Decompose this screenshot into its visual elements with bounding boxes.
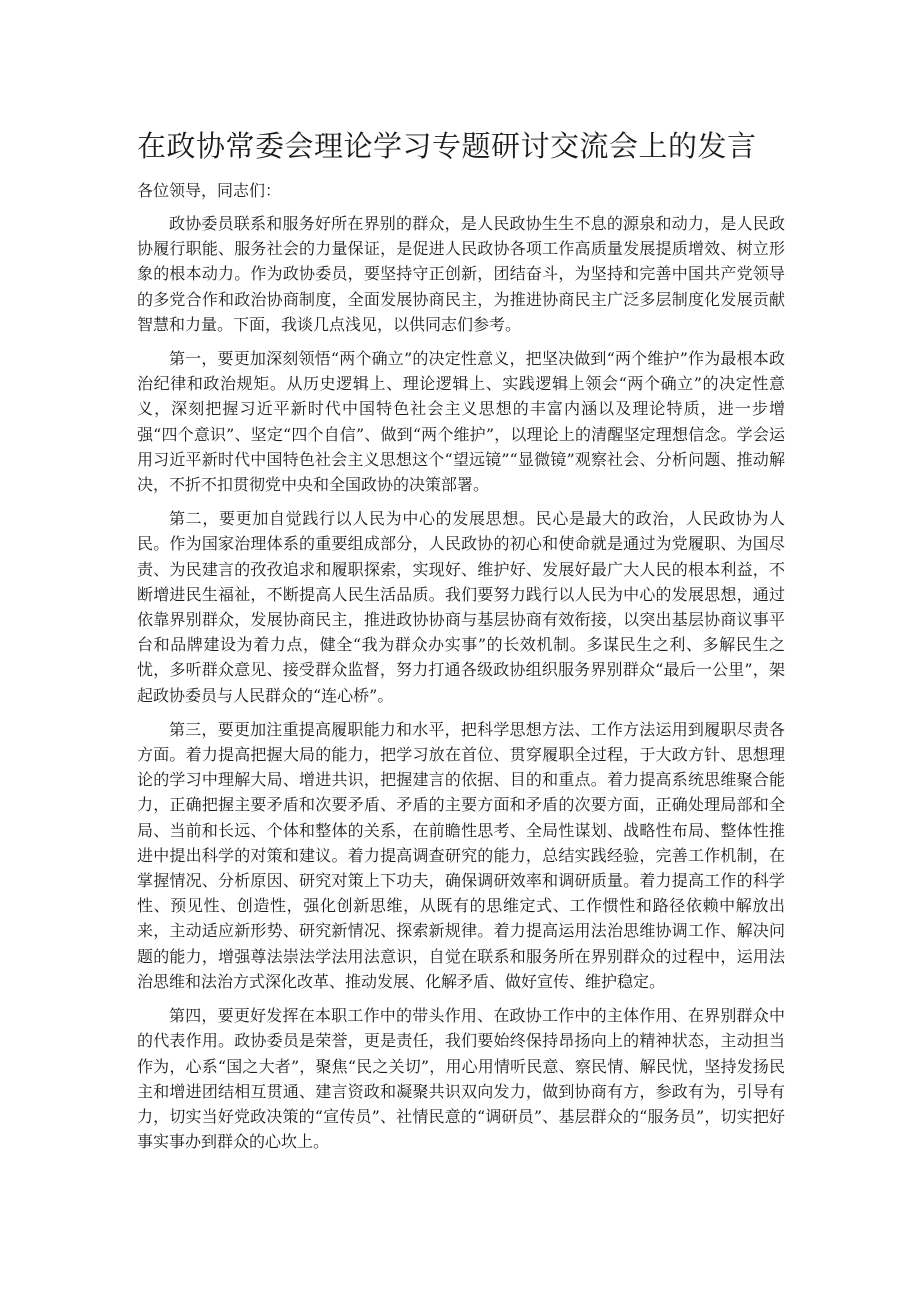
paragraph-first-point: 第一，要更加深刻领悟“两个确立”的决定性意义，把坚决做到“两个维护”作为最根本政治纪律和政治规矩。从历史逻辑上、理论逻辑上、实践逻辑上领会“两个确立”的决定性意义，深刻把握习近平新时代中国特色社会主义思想的丰富内涵以及理论特质，进一步增强“四个意识”、坚定“四个自信”、做到“两个维护”，以理论上的清醒坚定理想信念。学会运用习近平新时代中国特色社会主义思想这个“望远镜”“显微镜”观察社会、分析问题、推动解决，不折不扣贯彻党中央和全国政协的决策部署。 <box>137 349 785 495</box>
paragraph-intro: 政协委员联系和服务好所在界别的群众，是人民政协生生不息的源泉和动力，是人民政协履行职能、服务社会的力量保证，是促进人民政协各项工作高质量发展提质增效、树立形象的根本动力。作为政协委员，要坚持守正创新，团结奋斗，为坚持和完善中国共产党领导的多党合作和政治协商制度，全面发展协商民主，为推进协商民主广泛多层制度化发展贡献智慧和力量。下面，我谈几点浅见，以供同志们参考。 <box>137 214 785 334</box>
paragraph-third-point: 第三，要更加注重提高履职能力和水平，把科学思想方法、工作方法运用到履职尽责各方面。着力提高把握大局的能力，把学习放在首位、贯穿履职全过程，于大政方针、思想理论的学习中理解大局、增进共识，把握建言的依据、目的和重点。着力提高系统思维聚合能力，正确把握主要矛盾和次要矛盾、矛盾的主要方面和矛盾的次要方面，正确处理局部和全局、当前和长远、个体和整体的关系，在前瞻性思考、全局性谋划、战略性布局、整体性推进中提出科学的对策和建议。着力提高调查研究的能力，总结实践经验，完善工作机制，在掌握情况、分析原因、研究对策上下功夫，确保调研效率和调研质量。着力提高工作的科学性、预见性、创造性，强化创新思维，从既有的思维定式、工作惯性和路径依赖中解放出来，主动适应新形势、研究新情况、探索新规律。着力提高运用法治思维协调工作、解决问题的能力，增强尊法崇法学法用法意识，自觉在联系和服务所在界别群众的过程中，运用法治思维和法治方式深化改革、推动发展、化解矛盾、做好宣传、维护稳定。 <box>137 719 785 991</box>
document-title: 在政协常委会理论学习专题研讨交流会上的发言 <box>137 129 757 163</box>
document-page <box>137 128 785 1163</box>
paragraph-fourth-point: 第四，要更好发挥在本职工作中的带头作用、在政协工作中的主体作用、在界别群众中的代表作用。政协委员是荣誉，更是责任，我们要始终保持昂扬向上的精神状态，主动担当作为，心系“国之大者”，聚焦“民之关切”，用心用情听民意、察民情、解民忧，坚持发扬民主和增进团结相互贯通、建言资政和凝聚共识双向发力，做到协商有方，参政有为，引导有力，切实当好党政决策的“宣传员”、社情民意的“调研员”、基层群众的“服务员”，切实把好事实事办到群众的心坎上。 <box>137 1006 785 1152</box>
salutation: 各位领导，同志们： <box>137 181 282 200</box>
paragraph-second-point: 第二，要更加自觉践行以人民为中心的发展思想。民心是最大的政治，人民政协为人民。作为国家治理体系的重要组成部分，人民政协的初心和使命就是通过为党履职、为国尽责、为民建言的孜孜追求和履职探索，实现好、维护好、发展好最广大人民的根本利益，不断增进民生福祉，不断提高人民生活品质。我们要努力践行以人民为中心的发展思想，通过依靠界别群众，发展协商民主，推进政协协商与基层协商有效衔接，以突出基层协商议事平台和品牌建设为着力点，健全“我为群众办实事”的长效机制。多谋民生之利、多解民生之忧，多听群众意见、接受群众监督，努力打通各级政协组织服务界别群众“最后一公里”，架起政协委员与人民群众的“连心桥”。 <box>137 509 785 705</box>
